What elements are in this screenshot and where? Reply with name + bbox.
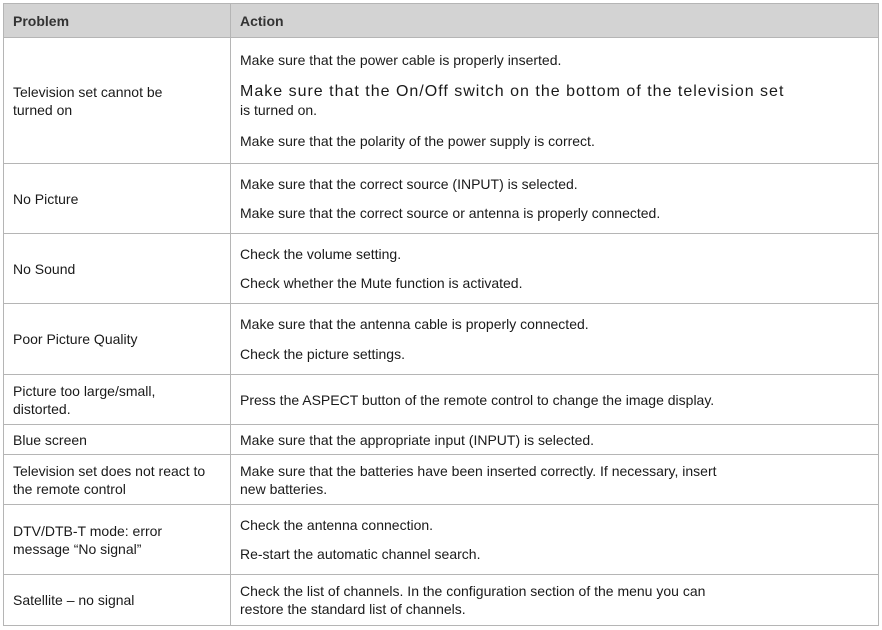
table-row <box>4 304 878 375</box>
header-action: Action <box>240 12 284 29</box>
action-text: is turned on. <box>240 101 318 118</box>
action-cell <box>231 234 878 303</box>
action-text: Check the picture settings. <box>240 345 405 362</box>
action-text-group <box>240 83 869 119</box>
problem-text: Picture too large/small, distorted. <box>13 382 156 417</box>
table-row <box>4 425 878 455</box>
problem-text: Television set cannot be turned on <box>13 83 163 118</box>
table-header-row <box>4 4 878 38</box>
problem-cell <box>4 38 231 163</box>
troubleshooting-table <box>3 3 879 626</box>
action-cell <box>231 505 878 574</box>
action-text: Make sure that the correct source (INPUT) is selected. <box>240 176 578 192</box>
action-text: Check the volume setting. <box>240 246 402 262</box>
action-cell <box>231 575 878 625</box>
table-row <box>4 38 878 164</box>
action-text: Make sure that the power cable is properly inserted. <box>240 52 562 69</box>
header-problem: Problem <box>4 4 231 37</box>
action-cell <box>231 304 878 374</box>
problem-text: Television set does not react to the remote control <box>13 462 206 497</box>
action-text: Make sure that the antenna cable is properly connected. <box>240 316 589 333</box>
table-row <box>4 505 878 575</box>
problem-cell <box>4 455 231 504</box>
problem-text: Blue screen <box>4 425 231 454</box>
action-cell <box>231 38 878 163</box>
table-row <box>4 164 878 234</box>
action-text: Make sure that the correct source or antenna is properly connected. <box>240 205 661 221</box>
action-text: Re-start the automatic channel search. <box>240 546 481 562</box>
action-text: Check whether the Mute function is activated. <box>240 275 523 291</box>
action-text: Press the ASPECT button of the remote control to change the image display. <box>240 391 715 408</box>
problem-text: DTV/DTB-T mode: error message “No signal” <box>13 522 163 557</box>
table-row <box>4 375 878 425</box>
action-cell <box>231 375 878 424</box>
action-text: Make sure that the batteries have been inserted correctly. If necessary, insert new batteries. <box>240 462 717 497</box>
action-text: Check the antenna connection. <box>240 517 434 533</box>
action-cell <box>231 455 878 504</box>
action-text: Make sure that the polarity of the power supply is correct. <box>240 132 595 149</box>
problem-cell <box>4 505 231 574</box>
action-cell <box>231 164 878 233</box>
problem-text: No Sound <box>4 234 231 303</box>
problem-cell <box>4 375 231 424</box>
problem-text: Poor Picture Quality <box>4 304 231 374</box>
table-row <box>4 575 878 625</box>
problem-text: No Picture <box>4 164 231 233</box>
table-row <box>4 455 878 505</box>
action-text: Check the list of channels. In the configuration section of the menu you can restore the standard list of channels. <box>240 583 706 617</box>
action-text: Make sure that the appropriate input (INPUT) is selected. <box>240 431 595 448</box>
problem-text: Satellite – no signal <box>4 575 231 625</box>
table-row <box>4 234 878 304</box>
action-cell <box>231 425 878 454</box>
action-text: Make sure that the On/Off switch on the bottom of the television set <box>240 82 785 100</box>
